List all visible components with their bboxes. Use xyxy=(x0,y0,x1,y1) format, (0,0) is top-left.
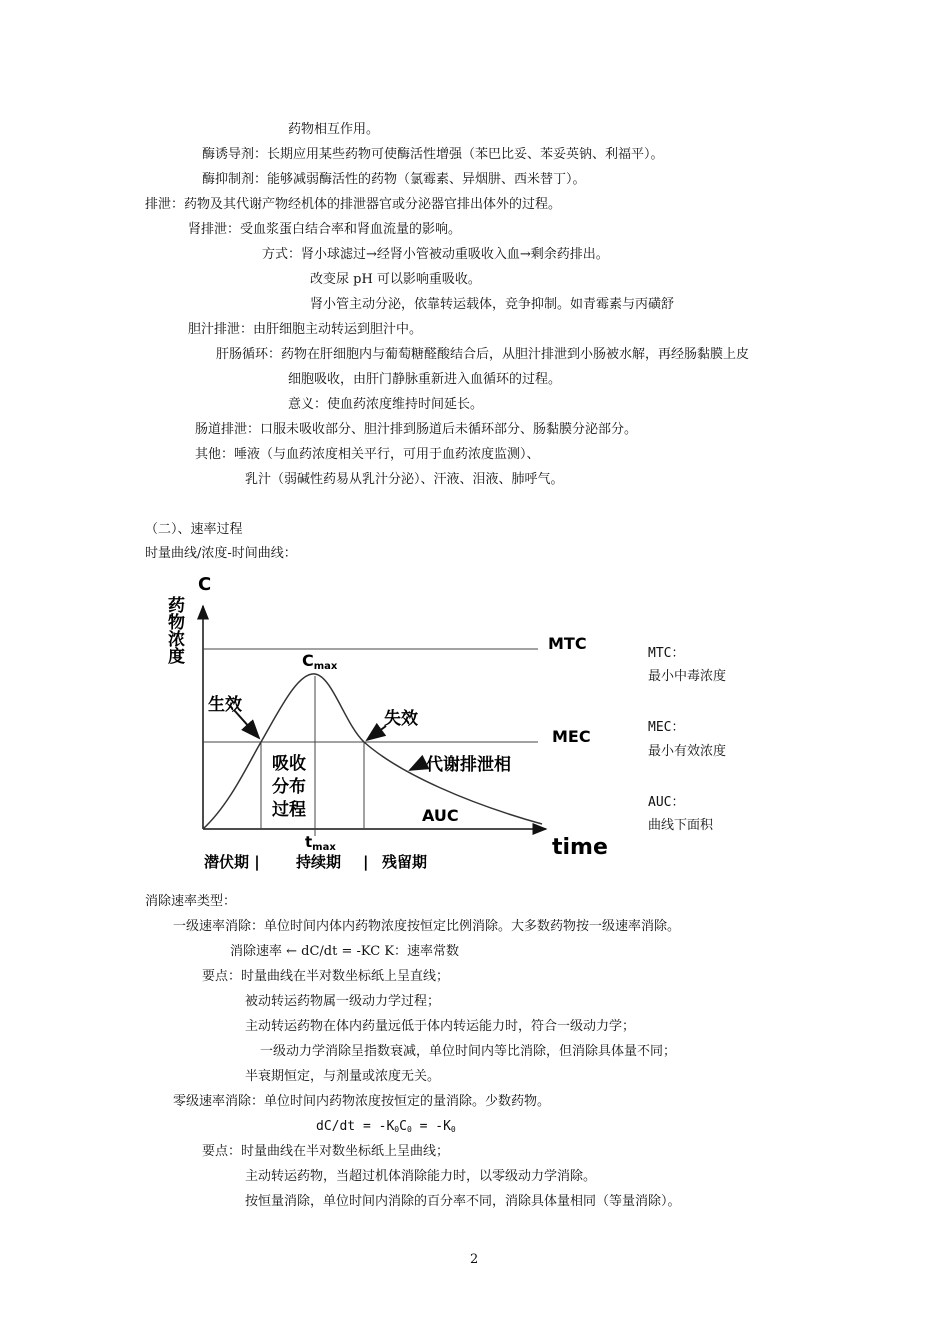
absorb-label-3: 过程 xyxy=(272,800,306,820)
elim-arrow xyxy=(410,764,422,770)
page-number: 2 xyxy=(470,1252,479,1267)
text-line: 肾小管主动分泌，依靠转运载体，竞争抑制。如青霉素与丙磺舒 xyxy=(310,297,675,312)
text-line: 改变尿 pH 可以影响重吸收。 xyxy=(310,272,481,287)
sustain-period-label: 持续期 xyxy=(296,853,342,871)
text-line: 酶诱导剂：长期应用某些药物可使酶活性增强（苯巴比妥、苯妥英钠、利福平）。 xyxy=(202,147,664,162)
text-line: 药物相互作用。 xyxy=(288,122,380,137)
text-line: 一级动力学消除呈指数衰减，单位时间内等比消除，但消除具体量不同； xyxy=(260,1044,677,1059)
period-divider: | xyxy=(363,853,369,871)
text-line: 要点：时量曲线在半对数坐标纸上呈曲线； xyxy=(202,1144,450,1159)
text-line: 主动转运药物，当超过机体消除能力时，以零级动力学消除。 xyxy=(245,1169,597,1184)
text-line: 按恒量消除，单位时间内消除的百分率不同，消除具体量相同（等量消除）。 xyxy=(245,1194,681,1209)
text-line: 胆汁排泄：由肝细胞主动转运到胆汁中。 xyxy=(188,322,423,337)
text-line: 酶抑制剂：能够减弱酶活性的药物（氯霉素、异烟肼、西米替丁）。 xyxy=(202,172,586,187)
residual-period-label: 残留期 xyxy=(382,853,428,871)
time-axis-label: time xyxy=(552,835,608,860)
onset-label: 生效 xyxy=(208,695,242,715)
text-line: 被动转运药物属一级动力学过程； xyxy=(245,994,441,1009)
text-line: 乳汁（弱碱性药易从乳汁分泌）、汗液、泪液、肺呼气。 xyxy=(245,472,564,487)
text-line: 方式：肾小球滤过→经肾小管被动重吸收入血→剩余药排出。 xyxy=(262,247,609,262)
zero-order-formula: $dC/dt = -K_0C_0 = -K_0$ xyxy=(316,1119,456,1134)
legend-auc-code: AUC： xyxy=(648,795,685,810)
c-axis-label: C xyxy=(198,574,212,595)
concentration-time-figure xyxy=(160,574,630,874)
text-line: 半衰期恒定，与剂量或浓度无关。 xyxy=(245,1069,441,1084)
text-line: 肝肠循环：药物在肝细胞内与葡萄糖醛酸结合后，从胆汁排泄到小肠被水解，再经肠黏膜上皮 xyxy=(216,347,750,362)
concentration-curve xyxy=(203,674,542,829)
latent-period-label: 潜伏期 | xyxy=(204,853,260,871)
tmax-label: $t_{max}$ xyxy=(305,833,336,853)
text-line: 消除速率类型： xyxy=(145,894,237,909)
text-line: 零级速率消除：单位时间内药物浓度按恒定的量消除。少数药物。 xyxy=(173,1094,551,1109)
elimination-label: 代谢排泄相 xyxy=(426,755,511,775)
text-line: 意义：使血药浓度维持时间延长。 xyxy=(288,397,484,412)
mec-label: MEC xyxy=(552,727,591,746)
text-line: 主动转运药物在体内药量远低于体内转运能力时，符合一级动力学； xyxy=(245,1019,636,1034)
absorb-label-1: 吸收 xyxy=(272,754,306,774)
legend-mtc-code: MTC： xyxy=(648,646,685,661)
text-line: 肠道排泄：口服未吸收部分、胆汁排到肠道后未循环部分、肠黏膜分泌部分。 xyxy=(195,422,638,437)
legend-mtc-desc: 最小中毒浓度 xyxy=(648,669,727,684)
formula-line: 消除速率 ← dC/dt = -KC K：速率常数 xyxy=(230,944,460,959)
auc-label: AUC xyxy=(422,806,459,825)
text-line: 要点：时量曲线在半对数坐标纸上呈直线； xyxy=(202,969,450,984)
legend-mec-code: MEC： xyxy=(648,720,685,735)
legend-mec-desc: 最小有效浓度 xyxy=(648,744,727,759)
absorb-label-2: 分布 xyxy=(272,777,306,797)
legend-auc-desc: 曲线下面积 xyxy=(648,818,714,833)
text-line: 排泄：药物及其代谢产物经机体的排泄器官或分泌器官排出体外的过程。 xyxy=(145,197,562,212)
text-line: 细胞吸收，由肝门静脉重新进入血循环的过程。 xyxy=(288,372,562,387)
section-heading: （二）、速率过程 xyxy=(145,522,243,537)
cmax-label: Cmax xyxy=(302,651,338,672)
text-line: 时量曲线/浓度-时间曲线： xyxy=(145,546,297,561)
text-line: 一级速率消除：单位时间内体内药物浓度按恒定比例消除。大多数药物按一级速率消除。 xyxy=(173,919,681,934)
y-axis-label: 药物浓度 xyxy=(164,596,184,664)
text-line: 肾排泄：受血浆蛋白结合率和肾血流量的影响。 xyxy=(188,222,462,237)
offset-label: 失效 xyxy=(384,709,418,729)
mtc-label: MTC xyxy=(548,634,587,653)
text-line: 其他：唾液（与血药浓度相关平行，可用于血药浓度监测）、 xyxy=(195,447,540,462)
